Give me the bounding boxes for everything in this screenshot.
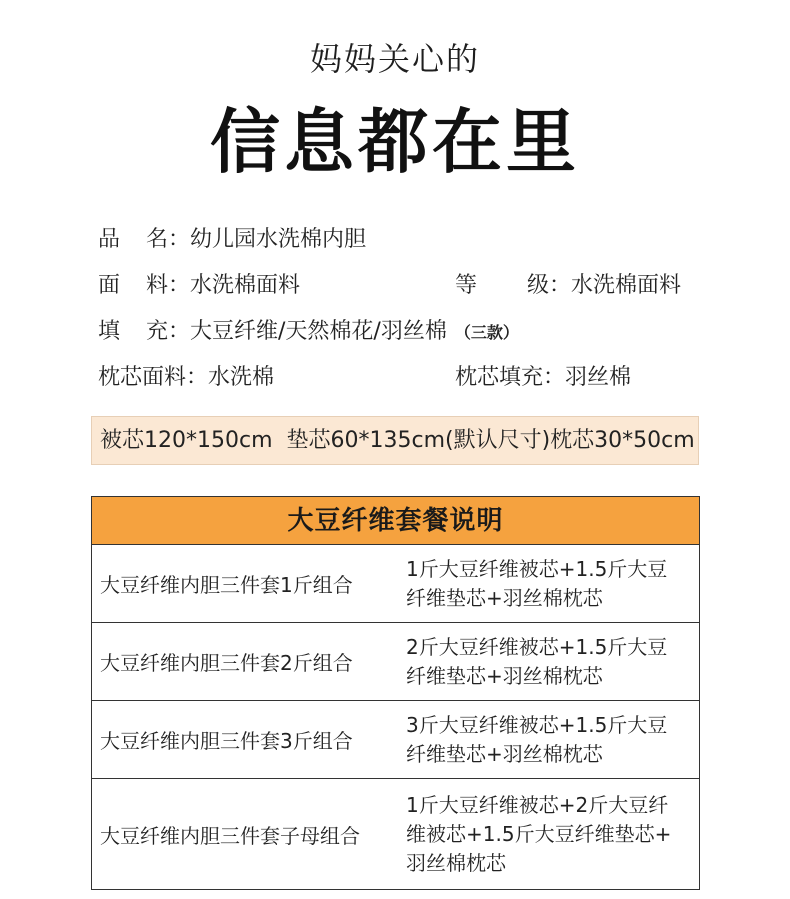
package-desc <box>406 711 699 769</box>
package-desc-line: 3斤大豆纤维被芯+1.5斤大豆 <box>406 712 668 737</box>
package-desc-line: 1斤大豆纤维被芯+1.5斤大豆 <box>406 556 668 581</box>
info-label-grade: 等级 <box>455 273 549 298</box>
package-desc <box>406 633 699 691</box>
package-name: 大豆纤维内胆三件套子母组合 <box>100 823 360 848</box>
info-colon: ： <box>186 365 209 390</box>
info-label-pillow-filling: 枕芯填充 <box>455 365 544 390</box>
info-value-pillow-filling: 羽丝棉 <box>565 365 632 390</box>
info-value-pillow-fabric: 水洗棉 <box>208 365 275 390</box>
page-title: 信息都在里 <box>210 101 580 183</box>
info-label-pillow-fabric: 枕芯面料 <box>98 365 187 390</box>
info-value-filling: 大豆纤维/天然棉花/羽丝棉 <box>190 319 447 344</box>
info-colon: ： <box>549 273 572 298</box>
package-desc <box>406 791 699 878</box>
package-desc-line: 维被芯+1.5斤大豆纤维垫芯+ <box>406 821 672 846</box>
info-row-filling <box>98 317 519 347</box>
info-row-fabric <box>98 271 698 301</box>
info-colon: ： <box>543 365 566 390</box>
info-row-name <box>98 225 366 255</box>
package-desc-line: 纤维垫芯+羽丝棉枕芯 <box>406 741 603 766</box>
info-colon: ： <box>168 227 191 252</box>
info-value-name: 幼儿园水洗棉内胆 <box>190 227 367 252</box>
package-table-header: 大豆纤维套餐说明 <box>92 497 699 545</box>
table-row <box>92 701 699 779</box>
info-value-grade: 水洗棉面料 <box>571 273 682 298</box>
package-desc <box>406 555 699 613</box>
info-pillow-filling <box>455 363 631 393</box>
info-label-fabric: 面料 <box>98 273 168 298</box>
info-label-name: 品名 <box>98 227 168 252</box>
package-desc-line: 纤维垫芯+羽丝棉枕芯 <box>406 663 603 688</box>
package-table <box>91 496 700 890</box>
info-colon: ： <box>168 273 191 298</box>
package-name: 大豆纤维内胆三件套3斤组合 <box>100 729 353 753</box>
info-grade <box>455 271 681 301</box>
info-label-filling: 填充 <box>98 319 168 344</box>
info-row-pillow <box>98 363 698 393</box>
info-note-filling: （三款） <box>454 323 519 342</box>
size-text: 被芯120*150cm 垫芯60*135cm(默认尺寸)枕芯30*50cm <box>100 428 695 453</box>
table-row <box>92 545 699 623</box>
package-desc-line: 2斤大豆纤维被芯+1.5斤大豆 <box>406 634 668 659</box>
package-desc-line: 纤维垫芯+羽丝棉枕芯 <box>406 585 603 610</box>
info-value-fabric: 水洗棉面料 <box>190 273 301 298</box>
package-name: 大豆纤维内胆三件套1斤组合 <box>100 573 353 597</box>
size-box <box>91 416 699 465</box>
package-name: 大豆纤维内胆三件套2斤组合 <box>100 651 353 675</box>
package-desc-line: 羽丝棉枕芯 <box>406 850 506 875</box>
page-subtitle: 妈妈关心的 <box>309 40 480 78</box>
table-row <box>92 623 699 701</box>
info-colon: ： <box>168 319 191 344</box>
table-row <box>92 779 699 889</box>
package-desc-line: 1斤大豆纤维被芯+2斤大豆纤 <box>406 792 669 817</box>
